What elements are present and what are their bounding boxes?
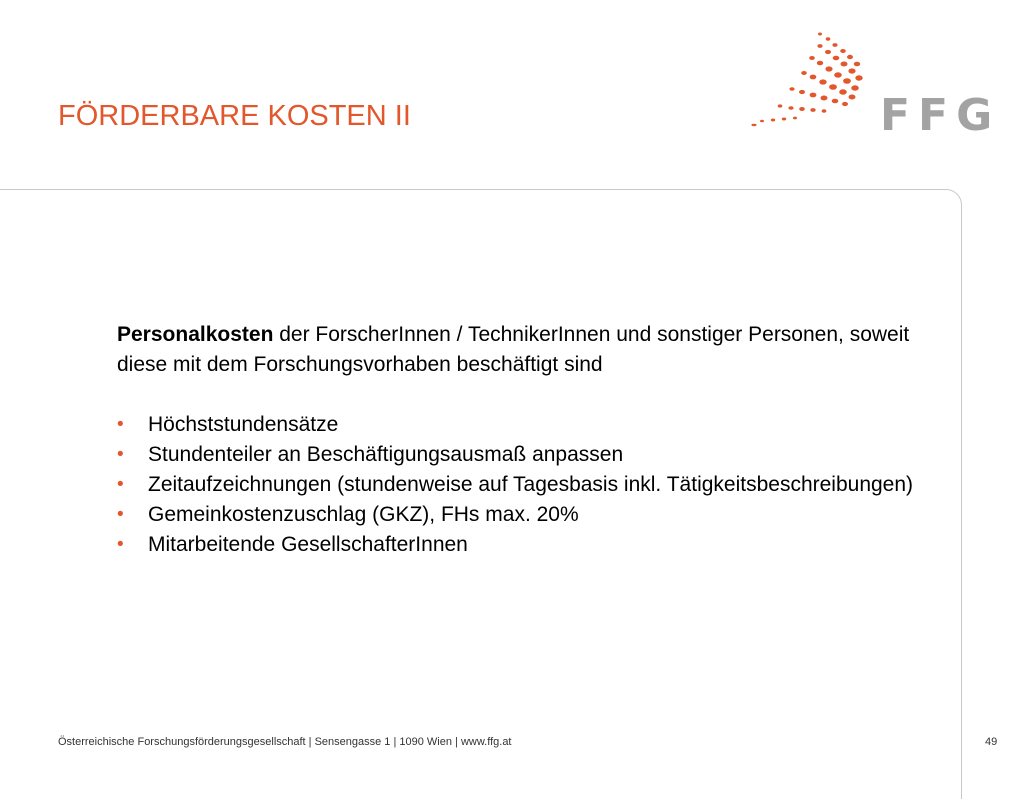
slide-body (117, 320, 917, 560)
bullet-text: Höchststundensätze (148, 413, 339, 436)
bullet-item (117, 470, 917, 500)
intro-paragraph (117, 320, 917, 380)
ffg-logo-dots (751, 33, 862, 127)
page-number: 49 (985, 736, 998, 748)
bullet-item (117, 410, 917, 440)
bullet-item (117, 530, 917, 560)
bullet-text: Stundenteiler an Beschäftigungsausmaß anpassen (148, 443, 624, 466)
ffg-logo-text: FFG (880, 90, 1001, 141)
slide-title: FÖRDERBARE KOSTEN II (58, 100, 411, 132)
bullet-dot: • (117, 534, 124, 555)
bullet-list (117, 410, 917, 560)
bullet-dot: • (117, 474, 124, 495)
intro-bold: Personalkosten (117, 323, 274, 346)
bullet-item (117, 440, 917, 470)
bullet-dot: • (117, 504, 124, 525)
ffg-logo (740, 28, 1001, 141)
bullet-text: Gemeinkostenzuschlag (GKZ), FHs max. 20% (148, 503, 579, 526)
bullet-text: Mitarbeitende GesellschafterInnen (148, 533, 468, 556)
footer-text: Österreichische Forschungsförderungsgesellschaft | Sensengasse 1 | 1090 Wien | www.ffg.at (58, 736, 512, 748)
bullet-dot: • (117, 414, 124, 435)
bullet-dot: • (117, 444, 124, 465)
bullet-text: Zeitaufzeichnungen (stundenweise auf Tagesbasis inkl. Tätigkeitsbeschreibungen) (148, 473, 914, 496)
bullet-item (117, 500, 917, 530)
intro-text: der ForscherInnen / TechnikerInnen und sonstiger Personen, soweit diese mit dem Forschungsvorhaben beschäftigt sind (117, 323, 910, 376)
